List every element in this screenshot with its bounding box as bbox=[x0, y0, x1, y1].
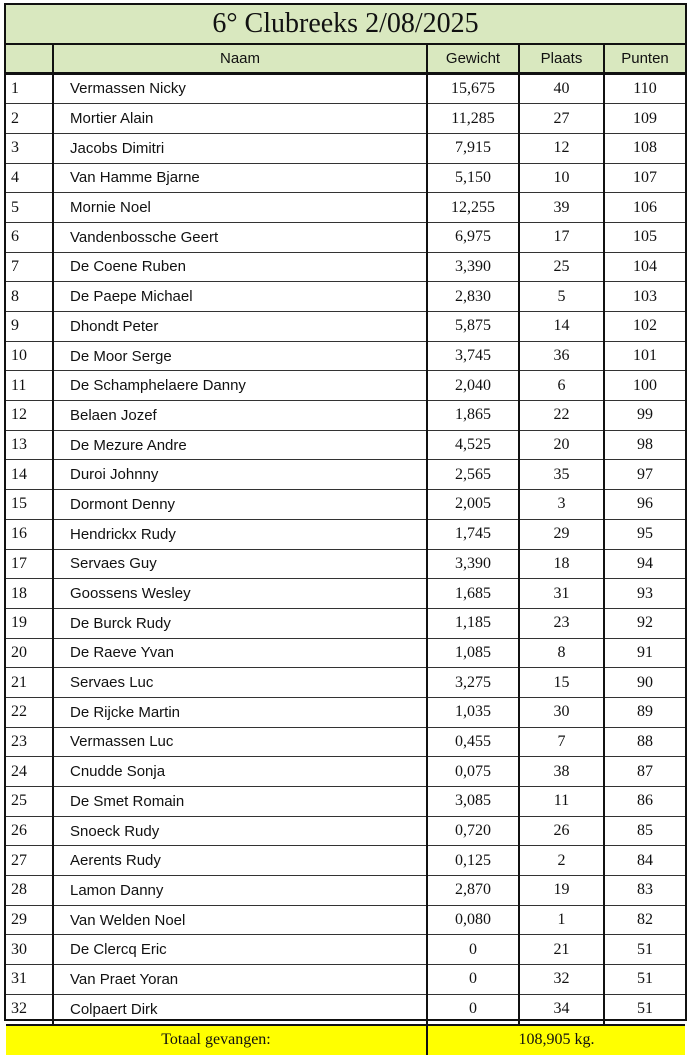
table-row bbox=[6, 697, 685, 727]
name-cell: Servaes Luc bbox=[53, 668, 427, 698]
weight-cell: 0,125 bbox=[427, 846, 519, 876]
rank-cell: 14 bbox=[6, 460, 53, 490]
rank-cell: 30 bbox=[6, 935, 53, 965]
table-row bbox=[6, 519, 685, 549]
weight-cell: 3,085 bbox=[427, 787, 519, 817]
name-cell: De Coene Ruben bbox=[53, 252, 427, 282]
table-row bbox=[6, 816, 685, 846]
table-row bbox=[6, 133, 685, 163]
place-cell: 29 bbox=[519, 519, 604, 549]
rank-cell: 7 bbox=[6, 252, 53, 282]
place-cell: 30 bbox=[519, 697, 604, 727]
table-row bbox=[6, 608, 685, 638]
place-cell: 2 bbox=[519, 846, 604, 876]
rank-cell: 5 bbox=[6, 193, 53, 223]
table-row bbox=[6, 727, 685, 757]
name-cell: De Clercq Eric bbox=[53, 935, 427, 965]
weight-cell: 0,720 bbox=[427, 816, 519, 846]
points-cell: 104 bbox=[604, 252, 685, 282]
name-cell: Vandenbossche Geert bbox=[53, 222, 427, 252]
place-cell: 23 bbox=[519, 608, 604, 638]
weight-cell: 1,085 bbox=[427, 638, 519, 668]
table-row bbox=[6, 341, 685, 371]
weight-cell: 11,285 bbox=[427, 104, 519, 134]
rank-cell: 26 bbox=[6, 816, 53, 846]
weight-cell: 3,390 bbox=[427, 549, 519, 579]
place-cell: 34 bbox=[519, 994, 604, 1024]
rank-cell: 17 bbox=[6, 549, 53, 579]
points-cell: 51 bbox=[604, 994, 685, 1024]
name-cell: Vermassen Nicky bbox=[53, 73, 427, 104]
rank-cell: 22 bbox=[6, 697, 53, 727]
weight-cell: 15,675 bbox=[427, 73, 519, 104]
points-cell: 109 bbox=[604, 104, 685, 134]
rank-cell: 20 bbox=[6, 638, 53, 668]
name-cell: Belaen Jozef bbox=[53, 401, 427, 431]
points-cell: 88 bbox=[604, 727, 685, 757]
points-cell: 107 bbox=[604, 163, 685, 193]
points-cell: 89 bbox=[604, 697, 685, 727]
table-row bbox=[6, 876, 685, 906]
weight-cell: 0,455 bbox=[427, 727, 519, 757]
name-cell: Duroi Johnny bbox=[53, 460, 427, 490]
place-cell: 1 bbox=[519, 905, 604, 935]
place-cell: 18 bbox=[519, 549, 604, 579]
name-cell: De Raeve Yvan bbox=[53, 638, 427, 668]
points-cell: 51 bbox=[604, 935, 685, 965]
points-cell: 99 bbox=[604, 401, 685, 431]
rank-cell: 6 bbox=[6, 222, 53, 252]
place-cell: 15 bbox=[519, 668, 604, 698]
weight-cell: 1,865 bbox=[427, 401, 519, 431]
weight-cell: 0,080 bbox=[427, 905, 519, 935]
rank-cell: 19 bbox=[6, 608, 53, 638]
table-row bbox=[6, 371, 685, 401]
rank-cell: 32 bbox=[6, 994, 53, 1024]
place-cell: 17 bbox=[519, 222, 604, 252]
table-row bbox=[6, 163, 685, 193]
name-cell: Aerents Rudy bbox=[53, 846, 427, 876]
place-cell: 21 bbox=[519, 935, 604, 965]
rank-cell: 27 bbox=[6, 846, 53, 876]
points-cell: 93 bbox=[604, 579, 685, 609]
points-cell: 101 bbox=[604, 341, 685, 371]
place-cell: 14 bbox=[519, 312, 604, 342]
name-cell: De Burck Rudy bbox=[53, 608, 427, 638]
rank-cell: 10 bbox=[6, 341, 53, 371]
weight-cell: 2,005 bbox=[427, 490, 519, 520]
name-cell: Vermassen Luc bbox=[53, 727, 427, 757]
table-row bbox=[6, 846, 685, 876]
points-cell: 100 bbox=[604, 371, 685, 401]
weight-cell: 2,830 bbox=[427, 282, 519, 312]
rank-cell: 4 bbox=[6, 163, 53, 193]
points-cell: 92 bbox=[604, 608, 685, 638]
rank-cell: 9 bbox=[6, 312, 53, 342]
results-table bbox=[6, 45, 685, 1055]
total-row bbox=[6, 1025, 685, 1055]
weight-cell: 0,075 bbox=[427, 757, 519, 787]
place-cell: 8 bbox=[519, 638, 604, 668]
weight-cell: 2,870 bbox=[427, 876, 519, 906]
weight-cell: 5,150 bbox=[427, 163, 519, 193]
points-cell: 102 bbox=[604, 312, 685, 342]
table-row bbox=[6, 222, 685, 252]
table-row bbox=[6, 994, 685, 1024]
name-cell: Goossens Wesley bbox=[53, 579, 427, 609]
rank-cell: 21 bbox=[6, 668, 53, 698]
table-row bbox=[6, 905, 685, 935]
place-cell: 38 bbox=[519, 757, 604, 787]
table-header-row bbox=[6, 45, 685, 73]
table-row bbox=[6, 73, 685, 104]
table-row bbox=[6, 460, 685, 490]
rank-cell: 1 bbox=[6, 73, 53, 104]
rank-cell: 15 bbox=[6, 490, 53, 520]
points-cell: 91 bbox=[604, 638, 685, 668]
points-cell: 84 bbox=[604, 846, 685, 876]
rank-cell: 31 bbox=[6, 965, 53, 995]
column-header-naam: Naam bbox=[53, 45, 427, 73]
page-title: 6° Clubreeks 2/08/2025 bbox=[6, 5, 685, 45]
name-cell: Servaes Guy bbox=[53, 549, 427, 579]
weight-cell: 6,975 bbox=[427, 222, 519, 252]
points-cell: 90 bbox=[604, 668, 685, 698]
total-value: 108,905 kg. bbox=[427, 1025, 685, 1055]
place-cell: 6 bbox=[519, 371, 604, 401]
place-cell: 35 bbox=[519, 460, 604, 490]
column-header-nr bbox=[6, 45, 53, 73]
points-cell: 95 bbox=[604, 519, 685, 549]
place-cell: 25 bbox=[519, 252, 604, 282]
name-cell: Lamon Danny bbox=[53, 876, 427, 906]
rank-cell: 18 bbox=[6, 579, 53, 609]
table-row bbox=[6, 430, 685, 460]
weight-cell: 5,875 bbox=[427, 312, 519, 342]
points-cell: 110 bbox=[604, 73, 685, 104]
table-row bbox=[6, 787, 685, 817]
weight-cell: 0 bbox=[427, 935, 519, 965]
table-row bbox=[6, 549, 685, 579]
name-cell: Mortier Alain bbox=[53, 104, 427, 134]
weight-cell: 3,275 bbox=[427, 668, 519, 698]
name-cell: Colpaert Dirk bbox=[53, 994, 427, 1024]
place-cell: 39 bbox=[519, 193, 604, 223]
table-row bbox=[6, 312, 685, 342]
place-cell: 7 bbox=[519, 727, 604, 757]
points-cell: 97 bbox=[604, 460, 685, 490]
table-body bbox=[6, 73, 685, 1025]
place-cell: 12 bbox=[519, 133, 604, 163]
points-cell: 51 bbox=[604, 965, 685, 995]
name-cell: De Mezure Andre bbox=[53, 430, 427, 460]
points-cell: 86 bbox=[604, 787, 685, 817]
place-cell: 10 bbox=[519, 163, 604, 193]
rank-cell: 28 bbox=[6, 876, 53, 906]
rank-cell: 29 bbox=[6, 905, 53, 935]
points-cell: 82 bbox=[604, 905, 685, 935]
weight-cell: 2,040 bbox=[427, 371, 519, 401]
points-cell: 105 bbox=[604, 222, 685, 252]
place-cell: 11 bbox=[519, 787, 604, 817]
total-label: Totaal gevangen: bbox=[6, 1025, 427, 1055]
points-cell: 108 bbox=[604, 133, 685, 163]
points-cell: 103 bbox=[604, 282, 685, 312]
table-row bbox=[6, 965, 685, 995]
weight-cell: 0 bbox=[427, 965, 519, 995]
weight-cell: 12,255 bbox=[427, 193, 519, 223]
column-header-gewicht: Gewicht bbox=[427, 45, 519, 73]
place-cell: 40 bbox=[519, 73, 604, 104]
name-cell: Cnudde Sonja bbox=[53, 757, 427, 787]
weight-cell: 1,745 bbox=[427, 519, 519, 549]
points-cell: 87 bbox=[604, 757, 685, 787]
rank-cell: 11 bbox=[6, 371, 53, 401]
place-cell: 5 bbox=[519, 282, 604, 312]
rank-cell: 25 bbox=[6, 787, 53, 817]
table-row bbox=[6, 282, 685, 312]
rank-cell: 12 bbox=[6, 401, 53, 431]
rank-cell: 2 bbox=[6, 104, 53, 134]
place-cell: 26 bbox=[519, 816, 604, 846]
weight-cell: 1,035 bbox=[427, 697, 519, 727]
rank-cell: 23 bbox=[6, 727, 53, 757]
points-cell: 94 bbox=[604, 549, 685, 579]
table-row bbox=[6, 490, 685, 520]
rank-cell: 24 bbox=[6, 757, 53, 787]
results-sheet bbox=[4, 3, 687, 1048]
column-header-plaats: Plaats bbox=[519, 45, 604, 73]
place-cell: 22 bbox=[519, 401, 604, 431]
name-cell: De Rijcke Martin bbox=[53, 697, 427, 727]
name-cell: Van Hamme Bjarne bbox=[53, 163, 427, 193]
weight-cell: 1,185 bbox=[427, 608, 519, 638]
place-cell: 36 bbox=[519, 341, 604, 371]
points-cell: 98 bbox=[604, 430, 685, 460]
table-row bbox=[6, 757, 685, 787]
table-row bbox=[6, 104, 685, 134]
rank-cell: 13 bbox=[6, 430, 53, 460]
name-cell: Snoeck Rudy bbox=[53, 816, 427, 846]
name-cell: Jacobs Dimitri bbox=[53, 133, 427, 163]
rank-cell: 8 bbox=[6, 282, 53, 312]
points-cell: 85 bbox=[604, 816, 685, 846]
points-cell: 83 bbox=[604, 876, 685, 906]
name-cell: Mornie Noel bbox=[53, 193, 427, 223]
name-cell: De Moor Serge bbox=[53, 341, 427, 371]
name-cell: Dhondt Peter bbox=[53, 312, 427, 342]
name-cell: Van Welden Noel bbox=[53, 905, 427, 935]
name-cell: Hendrickx Rudy bbox=[53, 519, 427, 549]
table-row bbox=[6, 193, 685, 223]
rank-cell: 3 bbox=[6, 133, 53, 163]
table-row bbox=[6, 252, 685, 282]
weight-cell: 0 bbox=[427, 994, 519, 1024]
name-cell: Van Praet Yoran bbox=[53, 965, 427, 995]
weight-cell: 2,565 bbox=[427, 460, 519, 490]
place-cell: 32 bbox=[519, 965, 604, 995]
name-cell: De Smet Romain bbox=[53, 787, 427, 817]
weight-cell: 7,915 bbox=[427, 133, 519, 163]
place-cell: 20 bbox=[519, 430, 604, 460]
name-cell: De Paepe Michael bbox=[53, 282, 427, 312]
points-cell: 96 bbox=[604, 490, 685, 520]
points-cell: 106 bbox=[604, 193, 685, 223]
table-row bbox=[6, 401, 685, 431]
place-cell: 27 bbox=[519, 104, 604, 134]
table-row bbox=[6, 935, 685, 965]
name-cell: De Schamphelaere Danny bbox=[53, 371, 427, 401]
name-cell: Dormont Denny bbox=[53, 490, 427, 520]
place-cell: 3 bbox=[519, 490, 604, 520]
column-header-punten: Punten bbox=[604, 45, 685, 73]
weight-cell: 1,685 bbox=[427, 579, 519, 609]
place-cell: 19 bbox=[519, 876, 604, 906]
weight-cell: 3,390 bbox=[427, 252, 519, 282]
rank-cell: 16 bbox=[6, 519, 53, 549]
weight-cell: 3,745 bbox=[427, 341, 519, 371]
table-row bbox=[6, 638, 685, 668]
weight-cell: 4,525 bbox=[427, 430, 519, 460]
table-row bbox=[6, 668, 685, 698]
table-row bbox=[6, 579, 685, 609]
place-cell: 31 bbox=[519, 579, 604, 609]
